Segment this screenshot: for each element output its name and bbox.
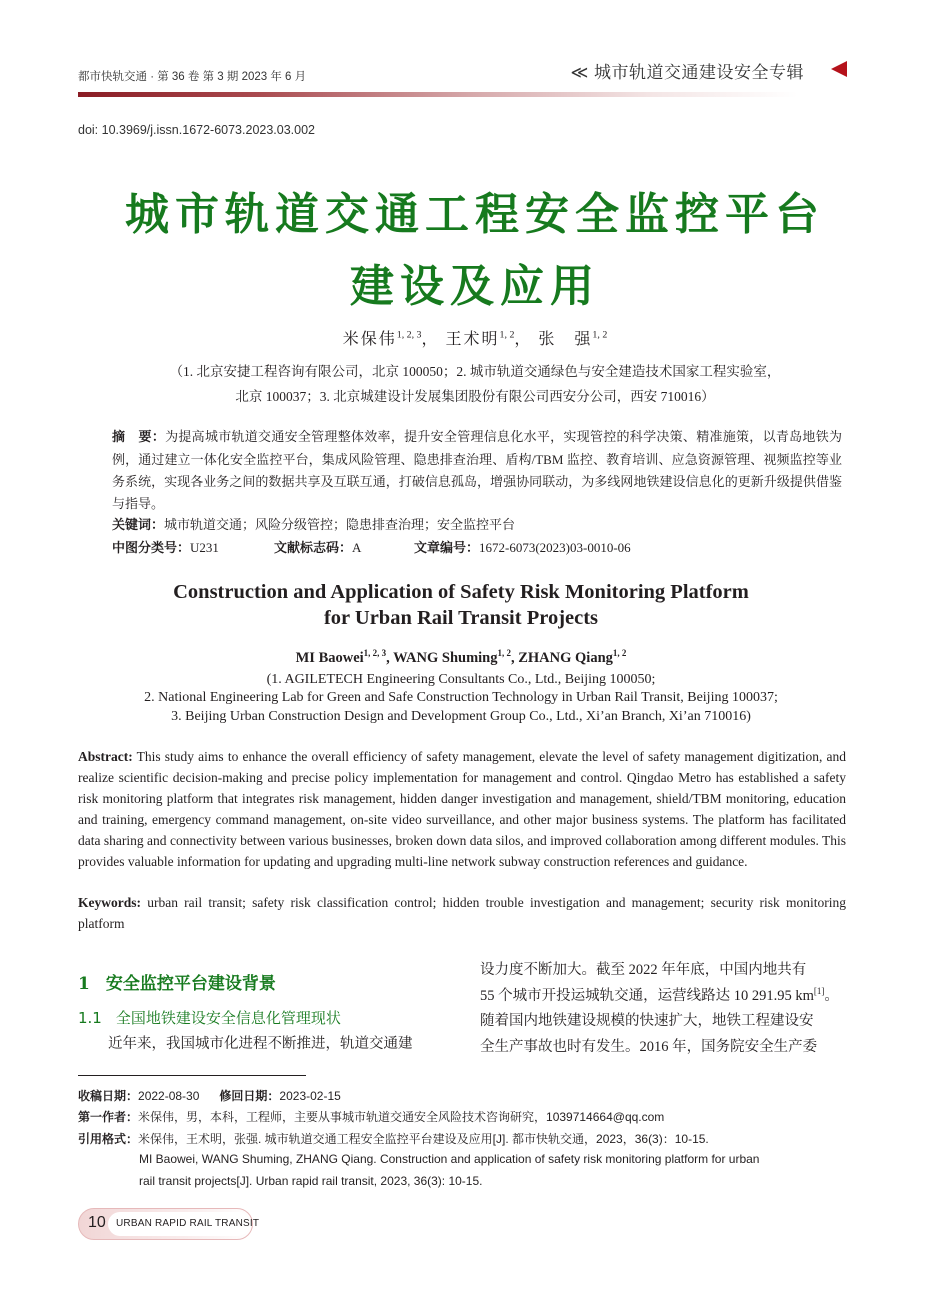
english-affiliation-line-3: 3. Beijing Urban Construction Design and Development Group Co., Ltd., Xi’an Branch, Xi’an 710016) [171, 709, 751, 724]
article-number-value: 1672-6073(2023)03-0010-06 [479, 540, 631, 555]
right-column-line: 设力度不断加大。截至 2022 年年底，中国内地共有 [480, 962, 807, 978]
chinese-affiliation-line-2: 北京 100037；3. 北京城建设计发展集团股份有限公司西安分公司，西安 710016） [235, 389, 715, 404]
body-text: 55 个城市开投运城轨交通，运营线路达 10 291.95 km [480, 988, 814, 1004]
author-name: 王术明 [445, 331, 500, 348]
doc-code-label: 文献标志码： [274, 541, 353, 556]
english-abstract-text: This study aims to enhance the overall efficiency of safety management, elevate the level of safety management digitization, and realize scientific decision-making and precise policy implementation for management and control. Qingdao Metro has established a safety risk monitoring platform that integrates risk management, hidden danger investigation and management, shield/TBM monitoring, education and training, emergency command management, on-site video surveillance, and other major business systems. The platform has facilitated data sharing and connectivity between various businesses, broken down data silos, and improved collaboration among different modules. This provides valuable information for updating and upgrading multi-line network subway construction references and guidance. [78, 749, 846, 869]
cite-english-line-2: rail transit projects[J]. Urban rapid rail transit, 2023, 36(3): 10-15. [139, 1174, 483, 1188]
chinese-abstract-label: 摘 要： [112, 430, 166, 445]
chinese-keywords-text: 城市轨道交通；风险分级管控；隐患排查治理；安全监控平台 [164, 517, 516, 532]
author-affil-sup: 1, 2 [497, 648, 511, 659]
cite-chinese: 米保伟，王术明，张强. 城市轨道交通工程安全监控平台建设及应用[J]. 都市快轨交通，2023，36(3)：10-15. [138, 1132, 709, 1146]
author-name: WANG Shuming [393, 650, 498, 666]
classification-line [112, 537, 842, 560]
footnote-first-author [78, 1108, 664, 1125]
chinese-keywords-label: 关键词： [112, 518, 165, 533]
section-title: 安全监控平台建设背景 [105, 974, 276, 994]
chinese-affiliation-line-1: （1. 北京安捷工程咨询有限公司，北京 100050；2. 城市轨道交通绿色与安全建造技术国家工程实验室， [169, 364, 781, 379]
triangle-marker-icon [831, 61, 847, 77]
class-number-value: U231 [190, 540, 219, 555]
author-separator: , [510, 650, 519, 666]
doi[interactable]: doi: 10.3969/j.issn.1672-6073.2023.03.002 [78, 123, 315, 137]
english-abstract [78, 746, 846, 872]
reference-citation[interactable]: [1] [813, 986, 825, 997]
doc-code-value: A [352, 540, 362, 555]
chinese-keywords [112, 514, 842, 537]
page-number: 10 [88, 1214, 106, 1231]
english-abstract-label: Abstract: [78, 749, 133, 764]
right-column-line [480, 984, 846, 1005]
footnote-dates [78, 1087, 341, 1104]
first-author-label: 第一作者： [78, 1110, 139, 1124]
english-keywords-text: urban rail transit; safety risk classification control; hidden trouble investigation and management; security risk monitoring platform [78, 895, 847, 931]
author-separator: , [386, 650, 394, 666]
cite-english-line-1: MI Baowei, WANG Shuming, ZHANG Qiang. Construction and application of safety risk monitoring platform for urban [139, 1152, 760, 1166]
english-keywords-label: Keywords: [78, 895, 141, 910]
right-column-line: 随着国内地铁建设规模的快速扩大，地铁工程建设安 [480, 1013, 814, 1029]
author-affil-sup: 1, 2 [612, 648, 627, 659]
footnote-citation [78, 1130, 709, 1147]
author-name: MI Baowei [295, 650, 364, 666]
chinese-authors [0, 326, 950, 349]
header-gradient-bar [78, 92, 798, 97]
column-title: ≪ 城市轨道交通建设安全专辑 [570, 63, 804, 82]
author-affil-sup: 1, 2 [592, 329, 608, 341]
english-title-line-1: Construction and Application of Safety Risk Monitoring Platform [173, 581, 749, 603]
revised-value: 2023-02-15 [279, 1089, 341, 1103]
author-affil-sup: 1, 2, 3 [363, 648, 387, 659]
author-affil-sup: 1, 2 [499, 329, 515, 341]
cite-label: 引用格式： [78, 1132, 139, 1146]
english-authors [0, 650, 922, 667]
article-number-label: 文章编号： [414, 541, 480, 556]
section-number: 1.1 [78, 1009, 102, 1027]
class-number-label: 中图分类号： [112, 541, 191, 556]
footer-journal-name: URBAN RAPID RAIL TRANSIT [116, 1218, 260, 1229]
author-name: 张 强 [538, 331, 593, 348]
author-name: 米保伟 [342, 331, 397, 348]
left-column-paragraph: 近年来，我国城市化进程不断推进，轨道交通建 [108, 1036, 413, 1052]
english-title-line-2: for Urban Rail Transit Projects [323, 607, 599, 629]
revised-label: 修回日期： [219, 1089, 280, 1103]
journal-issue-info: 都市快轨交通 · 第 36 卷 第 3 期 2023 年 6 月 [78, 71, 307, 83]
received-value: 2022-08-30 [138, 1089, 200, 1103]
section-number: 1 [78, 974, 90, 994]
author-name: ZHANG Qiang [518, 650, 613, 666]
section-1-heading [78, 969, 276, 994]
section-1-1-heading [78, 1007, 341, 1028]
body-text: 。 [824, 988, 839, 1004]
footnote-divider [78, 1075, 306, 1076]
author-separator: ， [421, 331, 440, 348]
section-title: 全国地铁建设安全信息化管理现状 [115, 1009, 341, 1027]
chinese-title-line-2: 建设及应用 [350, 261, 600, 312]
right-column-line: 全生产事故也时有发生。2016 年，国务院安全生产委 [480, 1039, 818, 1055]
author-separator: ， [514, 331, 533, 348]
first-author-value: 米保伟，男，本科，工程师，主要从事城市轨道交通安全风险技术咨询研究，1039714664@qq.com [138, 1110, 665, 1124]
english-affiliation-line-2: 2. National Engineering Lab for Green and Safe Construction Technology in Urban Rail Transit, Beijing 100037; [144, 690, 778, 705]
author-affil-sup: 1, 2, 3 [396, 329, 422, 341]
english-affiliation-line-1: (1. AGILETECH Engineering Consultants Co., Ltd., Beijing 100050; [266, 672, 656, 687]
chinese-abstract-text: 为提高城市轨道交通安全管理整体效率，提升安全管理信息化水平，实现管控的科学决策、精准施策，以青岛地铁为例，通过建立一体化安全监控平台，集成风险管理、隐患排查治理、盾构/TBM 监控、教育培训、应急资源管理、视频监控等业务系统，实现各业务之间的数据共享及互联互通，打破信息孤岛，增强协同联动，为多线网地铁建设信息化的更新升级提供借鉴与指导。 [112, 429, 842, 511]
chinese-abstract [112, 426, 842, 515]
english-keywords [78, 892, 846, 934]
received-label: 收稿日期： [78, 1089, 139, 1103]
chinese-title-line-1: 城市轨道交通工程安全监控平台 [125, 189, 825, 240]
